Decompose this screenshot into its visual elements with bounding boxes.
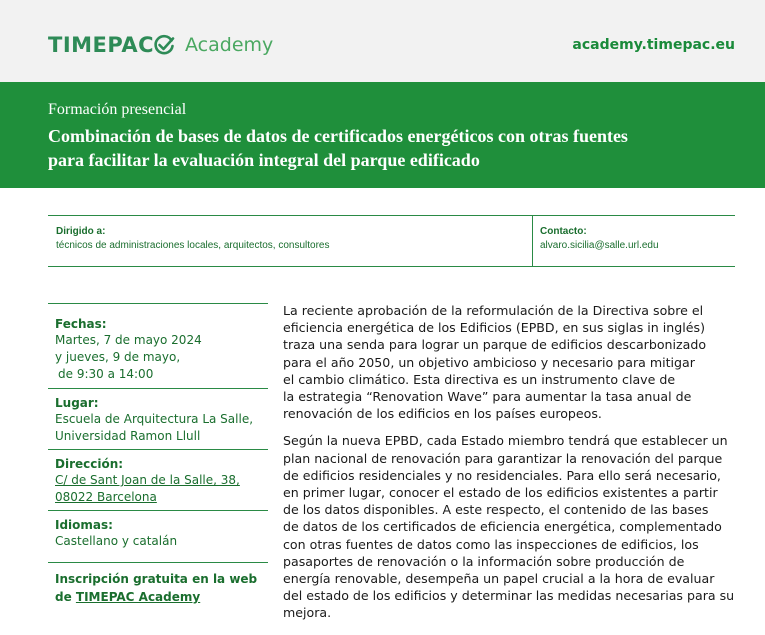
- course-title: [48, 124, 738, 172]
- languages-block: [55, 517, 177, 550]
- text-line: La reciente aprobación de la reformulación de la Directiva sobre el: [283, 303, 704, 318]
- course-title-line: para facilitar la evaluación integral del parque edificado: [48, 150, 480, 170]
- course-description: [283, 302, 745, 632]
- text-line: del estado de los edificios y determinar las medidas necesarias para su: [283, 588, 735, 604]
- logo-subtitle: Academy: [185, 34, 274, 56]
- course-type: Formación presencial: [48, 101, 187, 118]
- place-block: [55, 395, 253, 445]
- course-banner: [0, 82, 765, 188]
- address-block: [55, 456, 240, 506]
- text-line: pasaportes de renovación o la información sobre producción de: [283, 553, 685, 569]
- timepac-academy-link[interactable]: TIMEPAC Academy: [75, 590, 201, 604]
- divider: [48, 562, 268, 563]
- course-title-line: Combinación de bases de datos de certificados energéticos con otras fuentes: [48, 126, 628, 146]
- text-line: para el año 2050, un objetivo ambicioso y necesario para mitigar: [283, 354, 695, 370]
- dates-line: de 9:30 a 14:00: [58, 367, 154, 381]
- text-line: plan nacional de renovación para garantizar la renovación del parque: [283, 450, 723, 466]
- languages-label: Idiomas:: [55, 518, 113, 532]
- description-paragraph: [283, 302, 745, 422]
- text-line: la estrategia “Renovation Wave” para aumentar la tasa anual de: [283, 389, 692, 405]
- event-details-sidebar: [48, 303, 268, 629]
- address-value: [55, 472, 240, 506]
- dates-line: Martes, 7 de mayo 2024: [55, 333, 202, 347]
- contact-email[interactable]: alvaro.sicilia@salle.url.edu: [540, 240, 659, 251]
- place-value: [55, 411, 253, 445]
- place-line: Universidad Ramon Llull: [55, 429, 201, 443]
- text-line: de los datos disponibles. A este respecto, el contenido de las bases: [283, 502, 709, 518]
- place-line: Escuela de Arquitectura La Salle,: [55, 412, 254, 426]
- registration-prefix: de: [55, 590, 76, 604]
- text-line: mejora.: [283, 605, 332, 621]
- dates-block: [55, 316, 202, 383]
- divider: [48, 388, 268, 389]
- dates-value: [55, 332, 202, 383]
- text-line: eficiencia energética de los Edificios (EPBD, en sus siglas in inglés): [283, 320, 705, 336]
- description-paragraph: [283, 432, 745, 621]
- address-label: Dirección:: [55, 457, 124, 471]
- text-line: renovación de los edificios en los países europeos.: [283, 406, 602, 422]
- registration-link-line: [55, 588, 257, 606]
- languages-value: Castellano y catalán: [55, 534, 178, 548]
- text-line: el cambio climático. Esta directiva es un instrumento clave de: [283, 371, 676, 387]
- text-line: energía renovable, desempeña un papel crucial a la hora de evaluar: [283, 571, 715, 587]
- text-line: de datos de los certificados de eficiencia energética, complementado: [283, 519, 722, 535]
- audience-value: técnicos de administraciones locales, arquitectos, consultores: [56, 240, 330, 251]
- address-link[interactable]: 08022 Barcelona: [55, 490, 157, 504]
- audience-label: Dirigido a:: [56, 226, 106, 237]
- text-line: Según la nueva EPBD, cada Estado miembro tendrá que establecer un: [283, 433, 728, 449]
- registration-text: Inscripción gratuita en la web: [55, 572, 258, 586]
- text-line: con otras fuentes de datos como las inspecciones de edificios, los: [283, 536, 699, 552]
- check-circle-icon: [153, 34, 175, 56]
- academy-site-link[interactable]: academy.timepac.eu: [572, 37, 735, 53]
- dates-line: y jueves, 9 de mayo,: [55, 350, 181, 364]
- text-line: de edificios residenciales y no residenciales. Para ello será necesario,: [283, 467, 721, 483]
- address-link[interactable]: C/ de Sant Joan de la Salle, 38,: [55, 473, 240, 487]
- divider: [48, 510, 268, 511]
- contact-block: [540, 225, 659, 253]
- logo-text: TIMEPAC: [48, 33, 155, 57]
- info-divider: [532, 216, 533, 266]
- top-bar: [0, 0, 765, 82]
- contact-label: Contacto:: [540, 226, 587, 237]
- info-row: [48, 215, 735, 267]
- registration-cta: [55, 570, 257, 606]
- place-label: Lugar:: [55, 396, 99, 410]
- text-line: traza una senda para lograr un parque de edificios descarbonizado: [283, 337, 707, 353]
- divider: [48, 449, 268, 450]
- dates-label: Fechas:: [55, 317, 107, 331]
- audience-block: [56, 225, 329, 253]
- timepac-logo[interactable]: [48, 33, 273, 57]
- text-line: en primer lugar, conocer el estado de los edificios existentes a partir: [283, 485, 718, 501]
